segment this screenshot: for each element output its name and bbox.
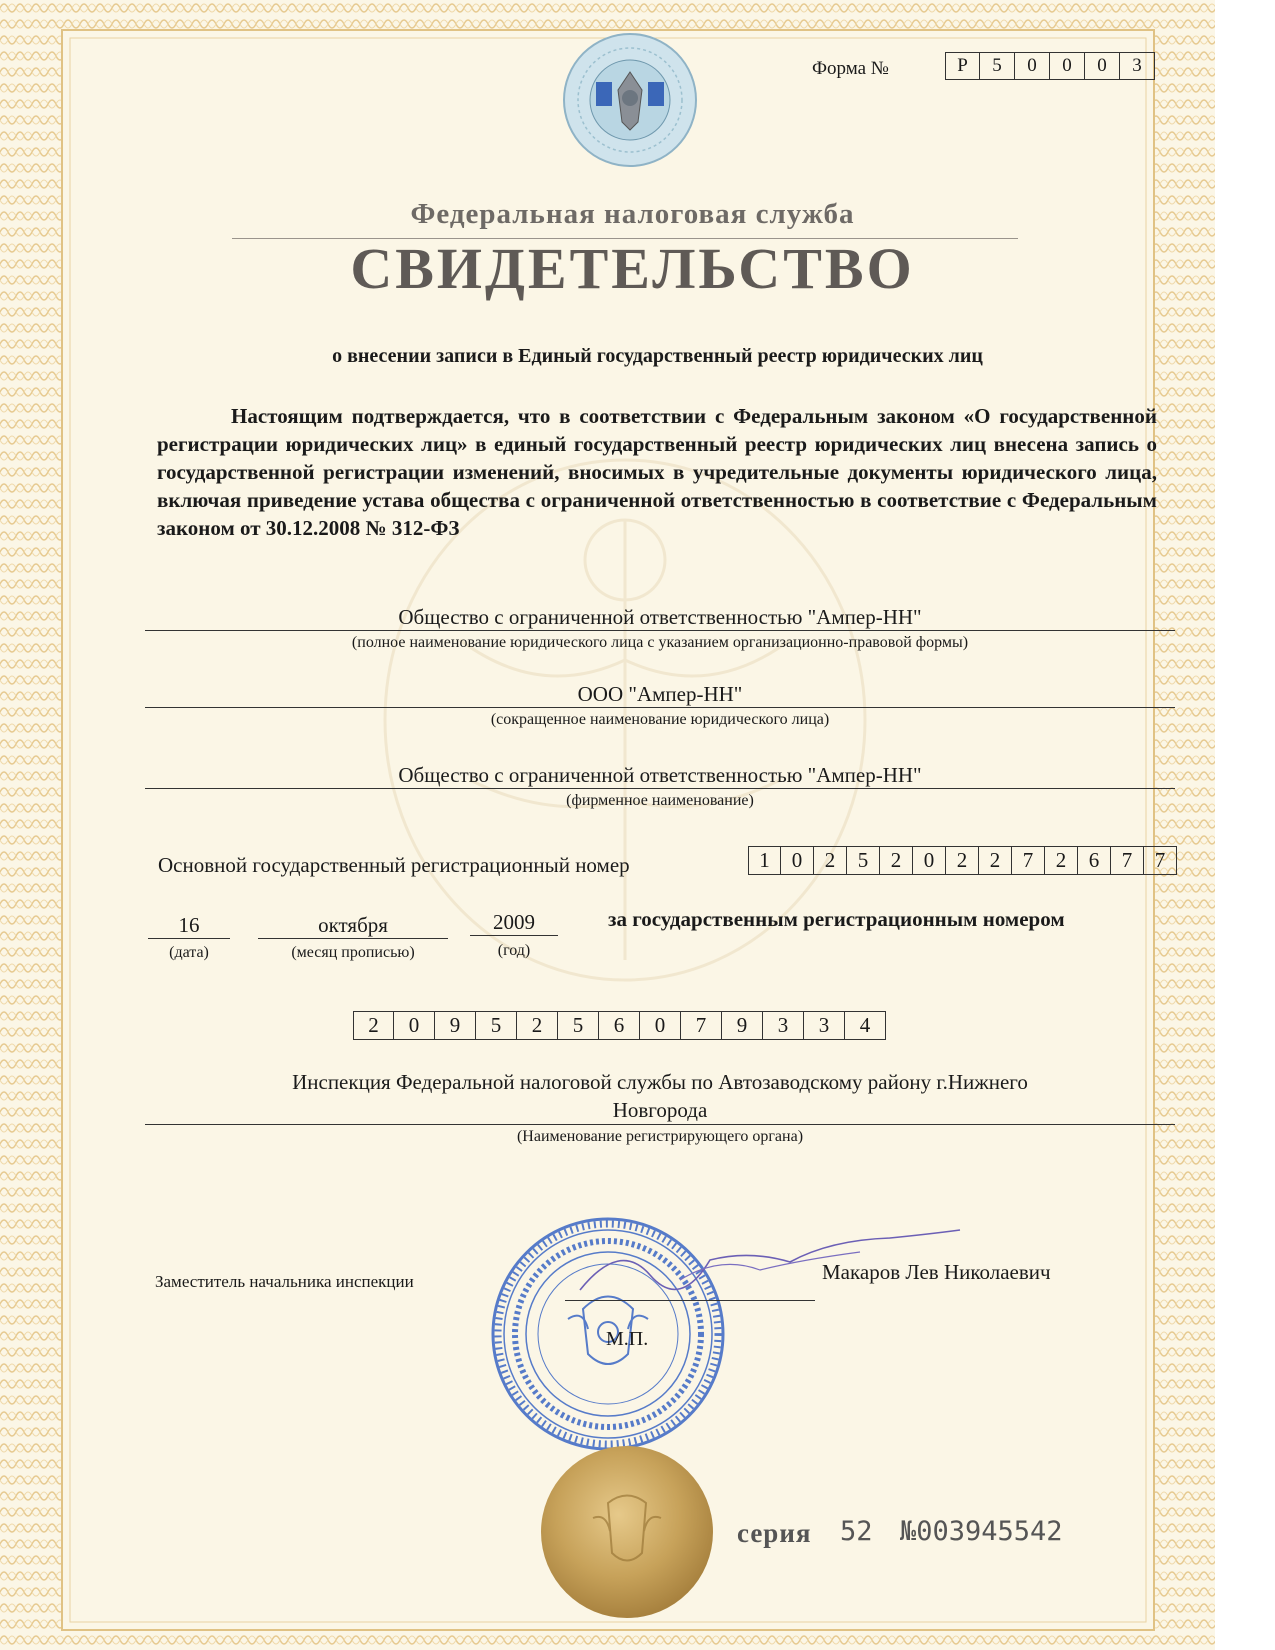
- gold-seal: [538, 1443, 716, 1621]
- ogrn-label: Основной государственный регистрационный номер: [158, 853, 630, 877]
- ogrn-digit: 6: [1078, 846, 1111, 875]
- document-subtitle: о внесении записи в Единый государственный реестр юридических лиц: [332, 345, 983, 367]
- form-code-cell: 3: [1120, 52, 1155, 80]
- grn-digit: 3: [804, 1011, 845, 1040]
- entity-firm-name: Общество с ограниченной ответственностью "Ампер-НН": [398, 763, 922, 787]
- entity-short-name: ООО "Ампер-НН": [577, 682, 743, 706]
- year-caption: (год): [497, 942, 531, 959]
- day-caption: (дата): [169, 944, 209, 961]
- ogrn-boxes: [748, 846, 1177, 875]
- seal-place-label: М.П.: [606, 1328, 649, 1350]
- form-code-cell: 0: [1015, 52, 1050, 80]
- grn-boxes: [353, 1011, 886, 1040]
- series-number: 52: [840, 1516, 873, 1547]
- grn-digit: 6: [599, 1011, 640, 1040]
- hologram-emblem: [560, 30, 700, 170]
- grn-digit: 2: [353, 1011, 394, 1040]
- form-code-cell: 0: [1085, 52, 1120, 80]
- agency-name: Федеральная налоговая служба: [410, 198, 855, 230]
- grn-digit: 0: [640, 1011, 681, 1040]
- authority-underline: [145, 1124, 1175, 1125]
- signature-underline: [565, 1300, 815, 1301]
- certification-body: Настоящим подтверждается, что в соответствии с Федеральным законом «О государственной регистрации юридических лиц» в единый государственный реестр юридических лиц внесена запись о государственной регистрации изменений, вносимых в учредительные документы юридического лица, включая приведение устава общества с ограниченной ответственностью в соответствие с Федеральным законом от 30.12.2008 № 312-ФЗ: [157, 404, 1157, 540]
- authority-caption: (Наименование регистрирующего органа): [516, 1128, 804, 1145]
- signatory-position: Заместитель начальника инспекции: [155, 1272, 414, 1291]
- full-name-caption: (полное наименование юридического лица с указанием организационно-правовой формы): [351, 634, 969, 651]
- month-caption: (месяц прописью): [291, 944, 415, 961]
- ogrn-digit: 7: [1012, 846, 1045, 875]
- authority-name-line1: Инспекция Федеральной налоговой службы по Автозаводскому району г.Нижнего: [292, 1070, 1028, 1094]
- form-code-cell: 0: [1050, 52, 1085, 80]
- grn-digit: 5: [558, 1011, 599, 1040]
- grn-digit: 4: [845, 1011, 886, 1040]
- signatory-name: Макаров Лев Николаевич: [822, 1260, 1051, 1284]
- short-name-caption: (сокращенное наименование юридического лица): [490, 711, 830, 728]
- grn-digit: 9: [722, 1011, 763, 1040]
- grn-digit: 9: [435, 1011, 476, 1040]
- grn-digit: 2: [517, 1011, 558, 1040]
- ogrn-digit: 2: [946, 846, 979, 875]
- form-code-boxes: [945, 52, 1155, 80]
- registration-number-label: за государственным регистрационным номером: [608, 907, 1065, 931]
- date-month: октября: [318, 913, 388, 937]
- form-code-cell: 5: [980, 52, 1015, 80]
- series-label: серия: [737, 1518, 812, 1548]
- year-underline: [470, 935, 558, 936]
- short-name-underline: [145, 707, 1175, 708]
- grn-digit: 0: [394, 1011, 435, 1040]
- document-title: СВИДЕТЕЛЬСТВО: [350, 236, 915, 301]
- grn-digit: 3: [763, 1011, 804, 1040]
- ogrn-digit: 7: [1111, 846, 1144, 875]
- ogrn-digit: 0: [781, 846, 814, 875]
- form-number-label: Форма №: [812, 58, 889, 79]
- full-name-underline: [145, 630, 1175, 631]
- ogrn-digit: 7: [1144, 846, 1177, 875]
- ogrn-digit: 2: [1045, 846, 1078, 875]
- firm-name-caption: (фирменное наименование): [566, 792, 754, 809]
- date-year: 2009: [493, 910, 535, 934]
- day-underline: [148, 938, 230, 939]
- ogrn-digit: 1: [748, 846, 781, 875]
- ogrn-digit: 5: [847, 846, 880, 875]
- grn-digit: 5: [476, 1011, 517, 1040]
- ogrn-digit: 2: [814, 846, 847, 875]
- ogrn-digit: 0: [913, 846, 946, 875]
- date-day: 16: [178, 913, 200, 937]
- certification-text: [157, 402, 1157, 542]
- entity-full-name: Общество с ограниченной ответственностью "Ампер-НН": [398, 605, 922, 629]
- document-number: №003945542: [900, 1516, 1063, 1547]
- ogrn-digit: 2: [880, 846, 913, 875]
- firm-name-underline: [145, 788, 1175, 789]
- grn-digit: 7: [681, 1011, 722, 1040]
- month-underline: [258, 938, 448, 939]
- authority-name-line2: Новгорода: [612, 1098, 708, 1122]
- form-code-cell: Р: [945, 52, 980, 80]
- ogrn-digit: 2: [979, 846, 1012, 875]
